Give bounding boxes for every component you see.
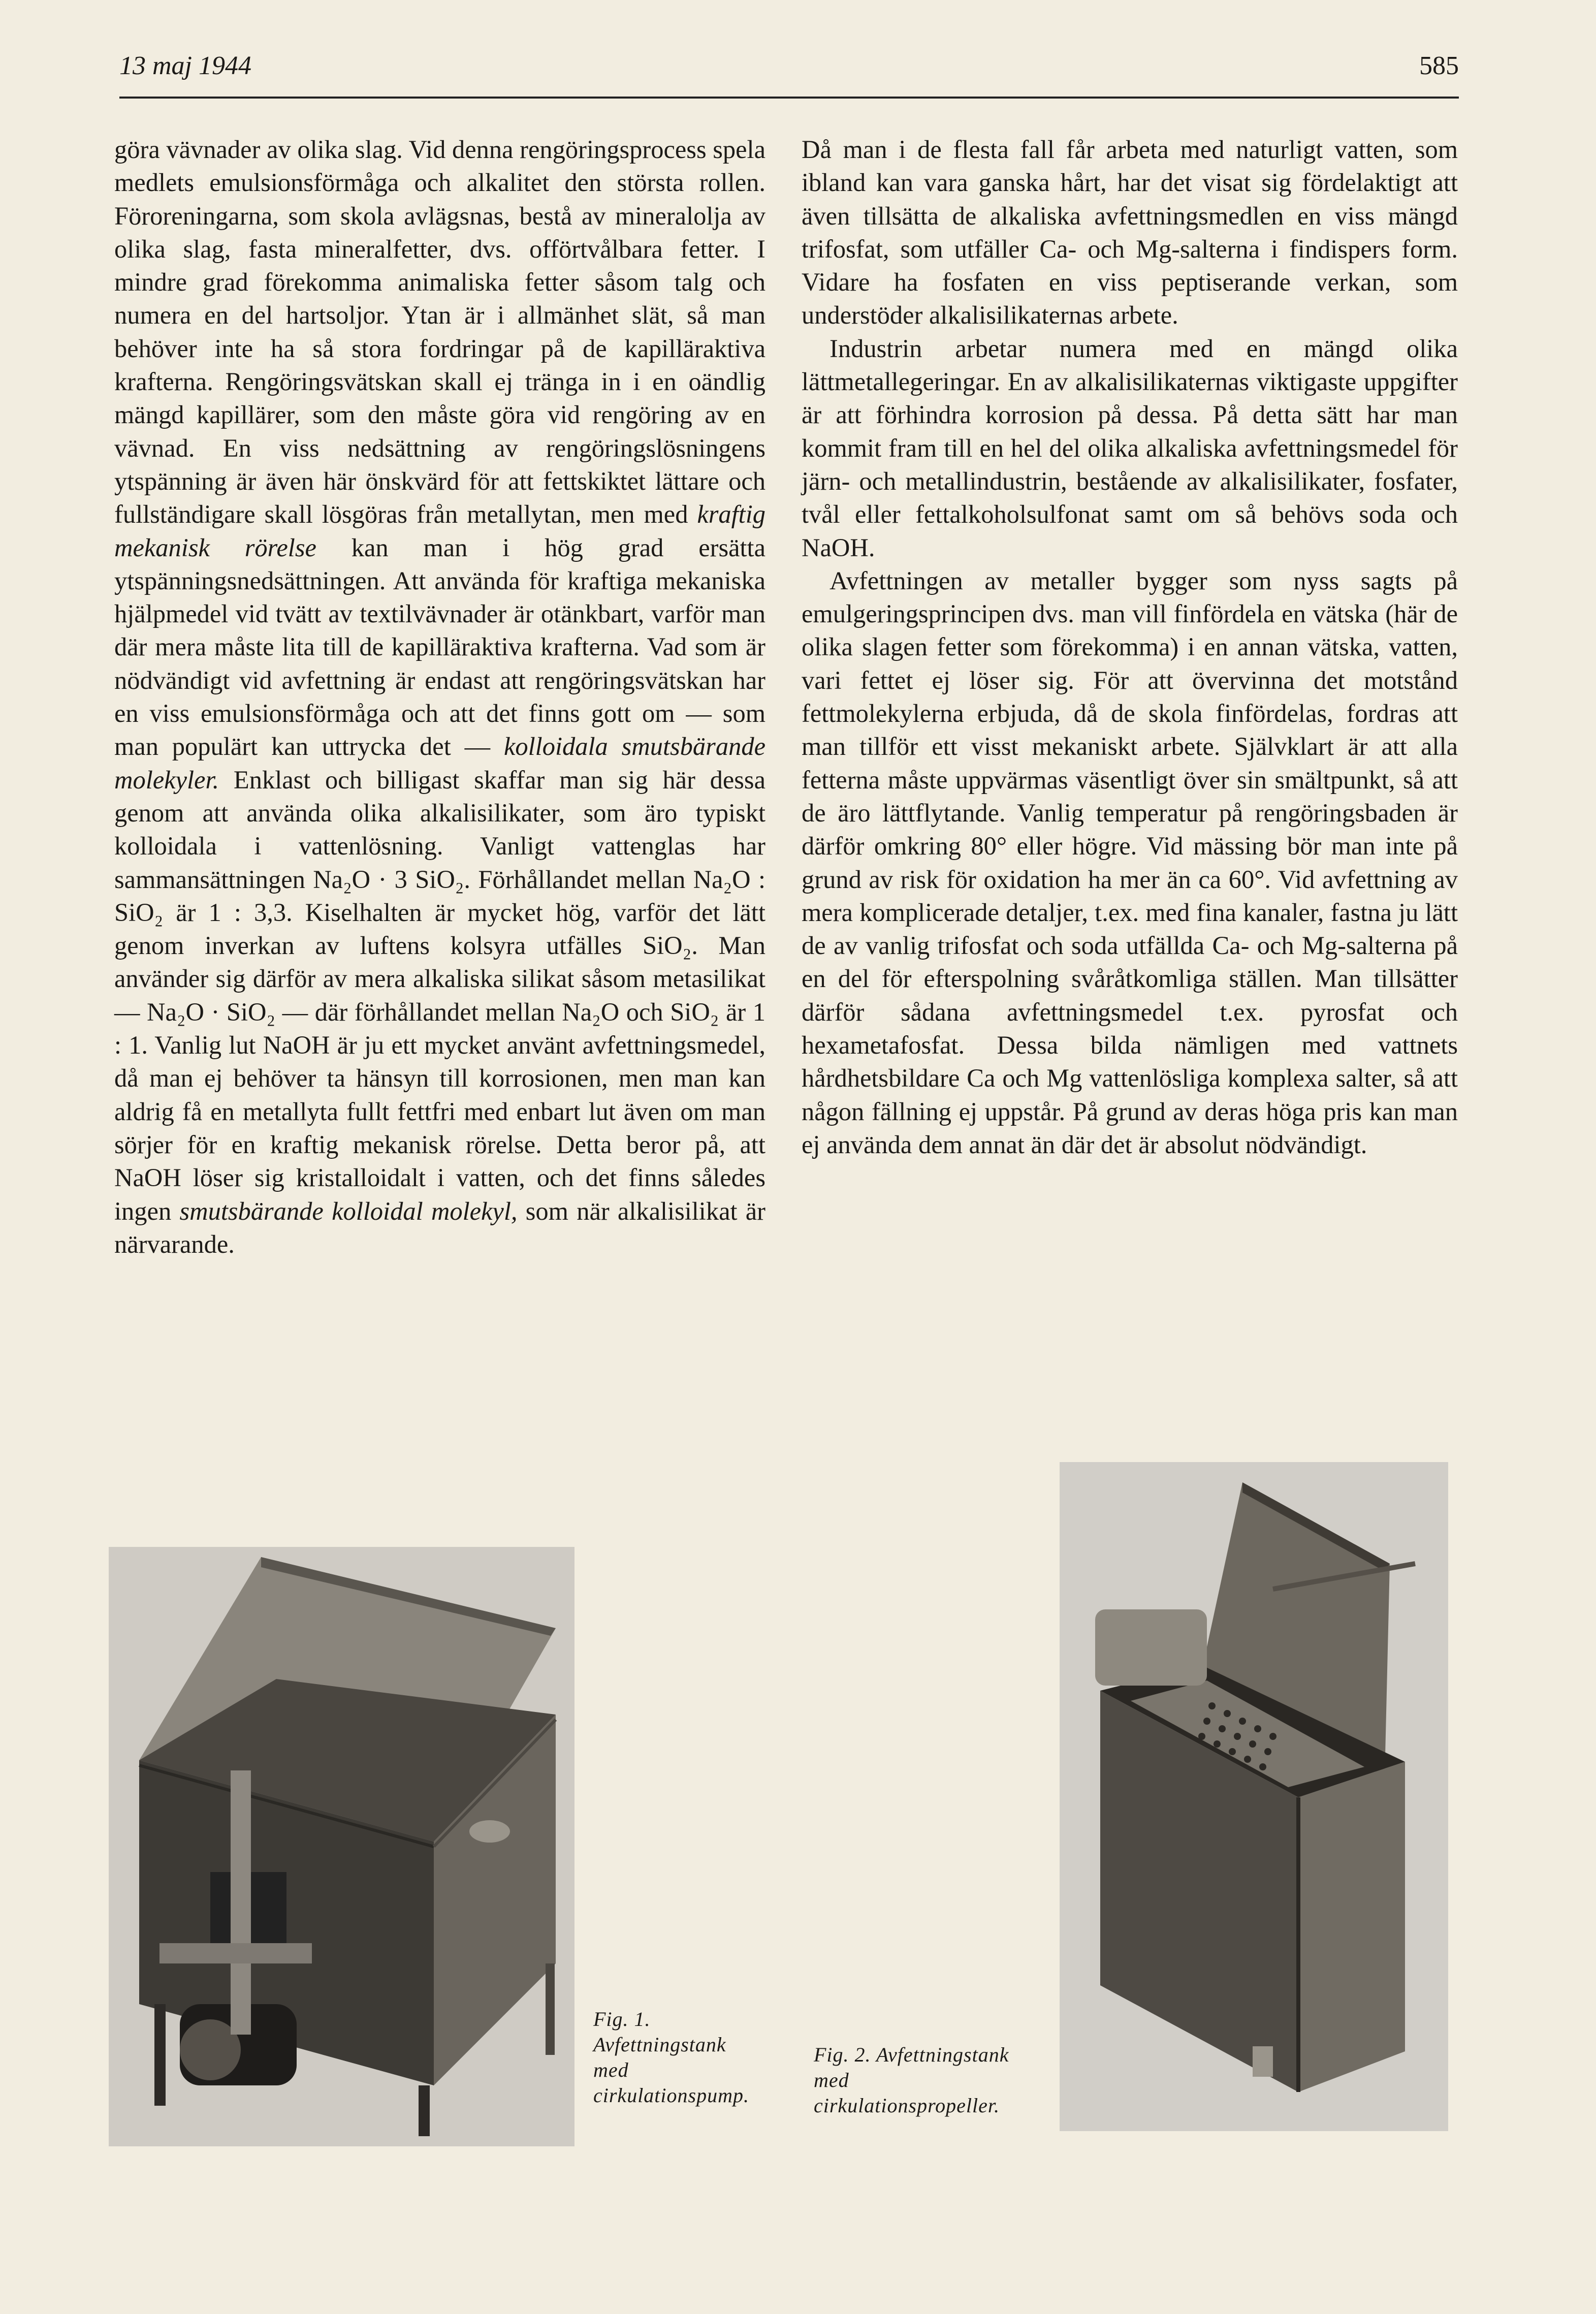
issue-date: 13 maj 1944 [119, 51, 251, 80]
running-head [119, 51, 1459, 99]
figure-1-illustration [109, 1547, 574, 2146]
figure-2-caption: Fig. 2. Avfettningstank med cirkulationspropeller. [814, 2043, 1009, 2117]
right-column [802, 133, 1458, 1161]
emphasis-smutsbarande: smutsbärande kolloidal molekyl, [179, 1196, 518, 1225]
right-paragraph-1: Då man i de flesta fall får arbeta med naturligt vatten, som ibland kan vara ganska hårt, har det visat sig fördelaktigt att även tillsätta de alkaliska avfettningsmedlen en viss mängd trifosfat, som utfäller Ca- och Mg-salterna i findispers form. Vidare ha fosfaten en viss peptiserande verkan, som understöder alkalisilikaternas arbete. [802, 135, 1458, 330]
emphasis-kraftig: kraftig mekanisk rörelse [114, 500, 765, 562]
left-column [114, 133, 765, 1261]
figure-2-photo [1060, 1462, 1448, 2131]
left-paragraph: göra vävnader av olika slag. Vid denna rengöringsprocess spela medlets emulsionsförmåga och alkalitet den största rollen. Föroreningarna, som skola avlägsnas, bestå av mineralolja av olika slag, fasta mineralfetter, dvs. offörtvålbara fetter. I mindre grad förekomma animaliska fetter såsom talg och numera en del hartsoljor. Ytan är i allmänhet slät, så man behöver inte ha så stora fordringar på de kapilläraktiva krafterna. Rengöringsvätskan skall ej tränga in i en oändlig mängd kapillärer, som den måste göra vid rengöring av en vävnad. En viss nedsättning av rengöringslösningens ytspänning är även här önskvärd för att fettskiktet lättare och fullständigare skall lösgöras från metallytan, men med kraftig mekanisk rörelse kan man i hög grad ersätta ytspänningsnedsättningen. Att använda för kraftiga mekaniska hjälpmedel vid tvätt av textilvävnader är otänkbart, varför man där mera måste lita till de kapilläraktiva krafterna. Vad som är nödvändigt vid avfettning är endast att rengöringsvätskan har en viss emulsionsförmåga och att det finns gott om — som man populärt kan uttrycka det — kolloidala smutsbärande molekyler. Enklast och billigast skaffar man sig här dessa genom att använda olika alkalisilikater, som äro typiskt kolloidala i vattenlösning. Vanligt vattenglas har sammansättningen Na₂O · 3 SiO₂. Förhållandet mellan Na₂O : SiO₂ är 1 : 3,3. Kiselhalten är mycket hög, varför det lätt genom inverkan av luftens kolsyra utfälles SiO₂. Man använder sig därför av mera alkaliska silikat såsom metasilikat — Na₂O · SiO₂ — där förhållandet mellan Na₂O och SiO₂ är 1 : 1. Vanlig lut NaOH är ju ett mycket använt avfettningsmedel, då man ej behöver ta hänsyn till korrosionen, men man kan aldrig få en metallyta fullt fettfri med enbart lut även om man sörjer för en kraftig mekanisk rörelse. Detta beror på, att NaOH löser sig kristalloidalt i vatten, och det finns således ingen smutsbärande kolloidal molekyl, som när alkalisilikat är närvarande. [114, 135, 766, 1258]
figure-1-caption: Fig. 1. Avfettningstank med cirkulationspump. [593, 2008, 749, 2107]
emphasis-kolloidala: kolloidala smutsbärande molekyler. [114, 732, 765, 794]
page-number: 585 [1419, 51, 1459, 80]
right-paragraph-3: Avfettningen av metaller bygger som nyss sagts på emulgeringsprincipen dvs. man vill finfördela en vätska (här de olika slagen fetter som förekomma) i en annan vätska, vatten, vari fettet ej löser sig. För att övervinna det motstånd fettmolekylerna erbjuda, då de skola finfördelas, fordras att man tillför ett visst mekaniskt arbete. Självklart är att alla fetterna måste uppvärmas väsentligt över sin smältpunkt, så att de äro lättflytande. Vanlig temperatur på rengöringsbaden är därför omkring 80° eller högre. Vid mässing bör man inte på grund av risk för oxidation ha mer än ca 60°. Vid avfettning av mera komplicerade detaljer, t.ex. med fina kanaler, fastna ju lätt de av vanlig trifosfat och soda utfällda Ca- och Mg-salterna på en del för efterspolning svåråtkomliga ställen. Man tillsätter därför sådana avfettningsmedel t.ex. pyrosfat och hexametafosfat. Dessa bilda nämligen med vattnets hårdhetsbildare Ca och Mg vattenlösliga komplexa salter, så att någon fällning ej uppstår. På grund av deras höga pris kan man ej använda dem annat än där det är absolut nödvändigt. [802, 566, 1458, 1159]
right-paragraph-2: Industrin arbetar numera med en mängd olika lättmetallegeringar. En av alkalisilikaternas viktigaste uppgifter är att förhindra korrosion på dessa. På detta sätt har man kommit fram till en hel del olika alkaliska avfettningsmedel för järn- och metallindustrin, bestående av alkalisilikater, fosfater, tvål eller fettalkoholsulfonat samt om så behövs soda och NaOH. [802, 334, 1458, 562]
figure-2-illustration [1060, 1462, 1448, 2131]
figure-1-photo [109, 1547, 574, 2146]
